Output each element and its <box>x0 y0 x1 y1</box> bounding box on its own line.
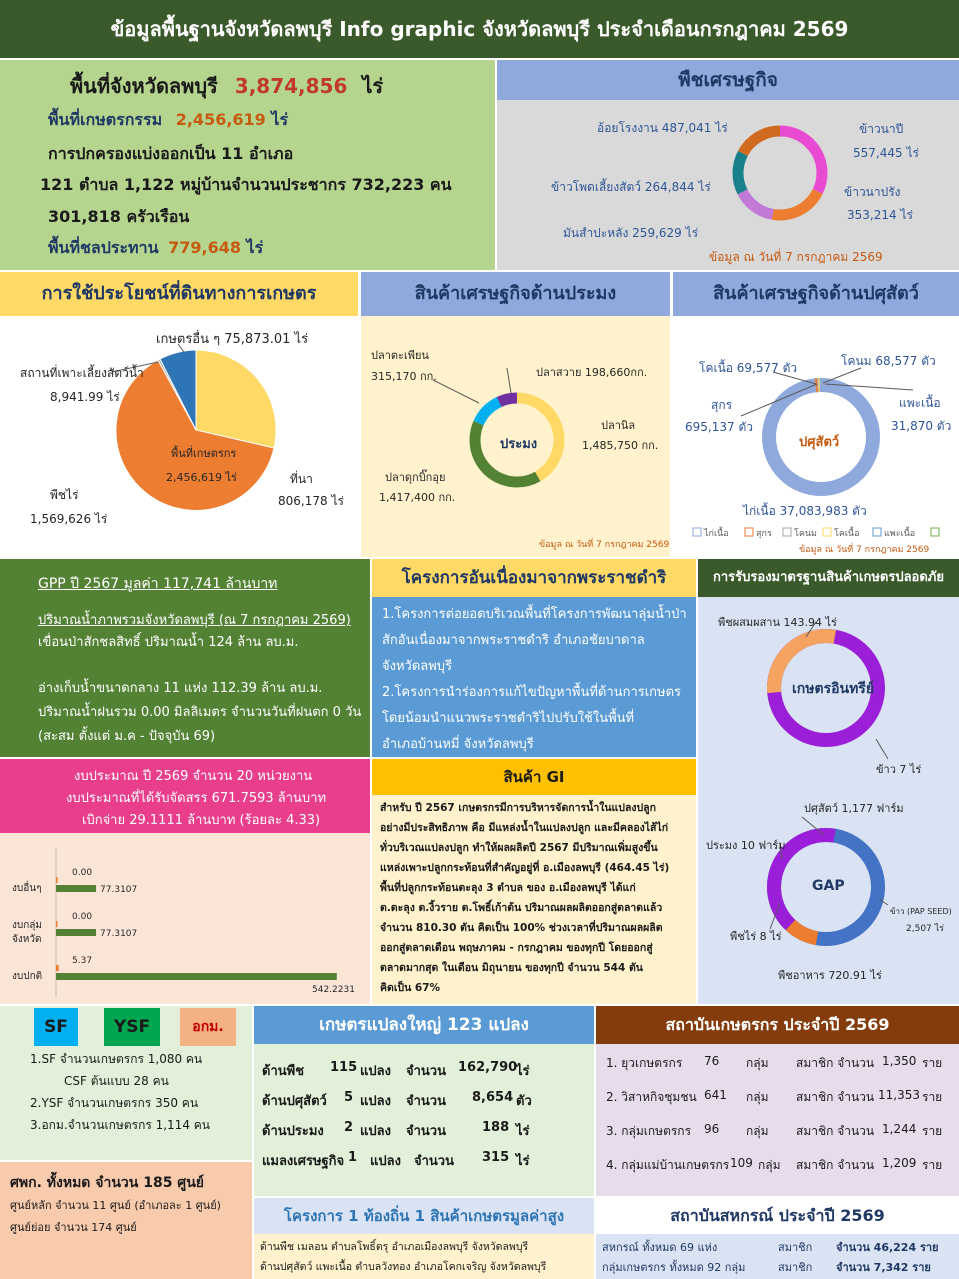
bigfarm-row-livestock-value: 8,654 <box>472 1090 514 1105</box>
livestock-panel <box>673 272 959 557</box>
crops-label-rice-main-name: ข้าวนาปี <box>859 122 904 136</box>
bigfarm-row-livestock-label: จำนวน <box>406 1094 446 1109</box>
inst-row-group-u: ราย <box>922 1124 943 1138</box>
livestock-label-pig-1: สุกร <box>711 398 733 412</box>
centers-sub: ศูนย์ย่อย จำนวน 174 ศูนย์ <box>10 1221 137 1234</box>
inst-row-housewife-u: ราย <box>922 1158 943 1172</box>
livestock-label-dairy: โคนม 68,577 ตัว <box>841 354 936 368</box>
livestock-label-goat-2: 31,870 ตัว <box>891 419 952 433</box>
livestock-label-goat-1: แพะเนื้อ <box>899 396 941 410</box>
bigfarm-row-fish-type: ด้านประมง <box>262 1124 324 1139</box>
organic-center: เกษตรอินทรีย์ <box>792 681 875 697</box>
inst-row-enterprise-m: สมาชิก จำนวน <box>796 1090 875 1104</box>
budget-label-allocated-regular: 542.2231 <box>312 985 355 995</box>
one-tambon-panel <box>254 1198 594 1279</box>
fishery-panel <box>361 272 670 557</box>
ag-area-label: พื้นที่เกษตรกรรม <box>48 110 163 129</box>
inst-row-housewife-name: 4. กลุ่มแม่บ้านเกษตรกร <box>606 1158 730 1172</box>
gi-line-2: อย่างมีประสิทธิภาพ คือ มีแหล่งน้ำในแปลงปลูก และมีคลองไส้ไก่ <box>380 822 669 834</box>
coop-line-2-a: กลุ่มเกษตรกร ทั้งหมด 92 กลุ่ม <box>602 1261 746 1274</box>
gi-line-9: ตลาดมากสุด ในเดือน มิถุนายน ของทุกปี จำนวน 544 ตัน <box>380 962 643 974</box>
inst-row-enterprise-u: ราย <box>922 1090 943 1104</box>
household-line: 301,818 ครัวเรือน <box>48 207 190 226</box>
bigfarm-row-crop-type: ด้านพืช <box>262 1064 305 1079</box>
population-line: 121 ตำบล 1,122 หมู่บ้านจำนวนประชากร 732,223 คน <box>40 175 452 194</box>
fishery-label-tilapia-2: 1,485,750 กก. <box>582 439 659 452</box>
inst-row-enterprise-n: 11,353 <box>878 1088 920 1102</box>
crops-heading: พืชเศรษฐกิจ <box>497 60 959 100</box>
bigfarm-row-fish-unit1: แปลง <box>360 1124 391 1139</box>
legend-swatch-chicken <box>693 528 701 536</box>
province-area-panel <box>0 60 495 270</box>
bigfarm-row-crop-label: จำนวน <box>406 1064 446 1079</box>
inst-row-group-count: 96 <box>704 1122 720 1136</box>
onetambon-heading: โครงการ 1 ท้องถิ่น 1 สินค้าเกษตรมูลค่าสูง <box>254 1198 594 1234</box>
rain-line: ปริมาณน้ำฝนรวม 0.00 มิลลิเมตร จำนวนวันที่ฝนตก 0 วัน <box>38 705 362 720</box>
inst-row-enterprise-g: กลุ่ม <box>746 1090 769 1104</box>
bigfarm-row-insect-count: 1 <box>348 1150 358 1165</box>
landuse-label-aqua-2: 8,941.99 ไร่ <box>50 390 120 404</box>
budget-bar-allocated-other <box>56 885 96 892</box>
budget-category-group-2: จังหวัด <box>12 934 42 945</box>
fishery-label-tilapia-1: ปลานิล <box>601 419 636 432</box>
fishery-center: ประมง <box>500 437 538 452</box>
area-unit: ไร่ <box>362 74 384 98</box>
sf-tag: SF <box>34 1008 78 1046</box>
legend-swatch-pig <box>745 528 753 536</box>
legend-swatch-dairy <box>783 528 791 536</box>
crops-donut <box>738 131 822 215</box>
budget-bar-allocated-group <box>56 929 96 936</box>
irrigation-label: พื้นที่ชลประทาน <box>48 238 159 257</box>
gi-line-1: สำหรับ ปี 2567 เกษตรกรมีการบริหารจัดการน้ำในแปลงปลูก <box>380 802 656 814</box>
landuse-label-field: พืชไร่ <box>50 488 79 502</box>
cooperatives-panel <box>596 1198 959 1279</box>
legend-label-dairy: โคนม <box>794 529 817 539</box>
budget-category-group-1: งบกลุ่ม <box>12 920 43 931</box>
gi-line-8: ออกสู่ตลาดเดือน พฤษภาคม - กรกฎาคม ของทุกปี โดยออกสู่ <box>380 942 653 954</box>
gap-label-field: พืชไร่ 8 ไร่ <box>730 930 782 943</box>
ysf-tag: YSF <box>104 1008 160 1046</box>
gi-line-4: แหล่งเพาะปลูกกระท้อนที่สำคัญอยู่ที่ อ.เมืองลพบุรี (464.45 ไร่) <box>380 862 670 874</box>
fishery-heading: สินค้าเศรษฐกิจด้านประมง <box>361 272 670 316</box>
legend-label-chicken: ไก่เนื้อ <box>704 529 729 539</box>
organic-label-rice: ข้าว 7 ไร่ <box>876 763 922 776</box>
inst-row-youth-u: ราย <box>922 1056 943 1070</box>
landuse-center-2: 2,456,619 ไร่ <box>166 471 237 484</box>
fishery-note: ข้อมูล ณ วันที่ 7 กรกฎาคม 2569 <box>539 540 670 550</box>
sf-line-2: CSF ต้นแบบ 28 คน <box>64 1074 169 1088</box>
gi-panel <box>372 759 696 1004</box>
budget-line-2: งบประมาณที่ได้รับจัดสรร 671.7593 ล้านบาท <box>66 791 327 806</box>
gi-line-5: พื้นที่ปลูกกระท้อนตะลุง 3 ตำบล ของ อ.เมืองลพบุรี ได้แก่ <box>380 882 636 894</box>
inst-row-group-n: 1,244 <box>882 1122 917 1136</box>
bigfarm-row-crop-unit1: แปลง <box>360 1064 391 1079</box>
ag-area-unit: ไร่ <box>271 110 289 129</box>
livestock-label-chicken: ไก่เนื้อ 37,083,983 ตัว <box>743 504 867 518</box>
onetambon-line-2: ด้านปศุสัตว์ แพะเนื้อ ตำบลวังทอง อำเภอโคกเจริญ จังหวัดลพบุรี <box>260 1261 547 1273</box>
landuse-label-paddy-val: 806,178 ไร่ <box>278 494 344 508</box>
gi-line-7: จำนวน 810.30 ตัน คิดเป็น 100% ช่วงเวลาที่ปริมาณผลผลิต <box>380 922 663 934</box>
district-line: การปกครองแบ่งออกเป็น 11 อำเภอ <box>48 144 294 163</box>
ag-area-value: 2,456,619 <box>175 110 266 129</box>
fishery-label-swai: ปลาสวาย 198,660กก. <box>536 366 648 379</box>
gap-label-fish: ประมง 10 ฟาร์ม <box>706 839 786 852</box>
budget-label-spent-other: 0.00 <box>72 868 93 878</box>
area-total: 3,874,856 <box>234 74 348 98</box>
page-title: ข้อมูลพื้นฐานจังหวัดลพบุรี Info graphic จังหวัดลพบุรี ประจำเดือนกรกฎาคม 2569 <box>0 0 959 58</box>
landuse-label-paddy: ที่นา <box>290 472 313 486</box>
royal-line-6: อำเภอบ้านหมี่ จังหวัดลพบุรี <box>382 737 534 752</box>
organic-label-mixed: พืชผสมผสาน 143.94 ไร่ <box>718 616 837 629</box>
royal-line-4: 2.โครงการนำร่องการแก้ไขปัญหาพื้นที่ด้านการเกษตร <box>382 685 682 700</box>
bigfarm-row-livestock-unit1: แปลง <box>360 1094 391 1109</box>
fishery-label-catfish-2: 1,417,400 กก. <box>379 491 456 504</box>
fishery-label-catfish-1: ปลาดุกบิ๊กอุย <box>385 471 446 484</box>
gi-line-10: คิดเป็น 67% <box>380 982 441 994</box>
budget-bar-chart <box>0 833 370 1004</box>
sf-line-3: 2.YSF จำนวนเกษตรกร 350 คน <box>30 1096 199 1110</box>
inst-row-enterprise-count: 641 <box>704 1088 727 1102</box>
smart-farmer-panel <box>0 1006 252 1160</box>
reservoir-line: อ่างเก็บน้ำขนาดกลาง 11 แห่ง 112.39 ล้าน ลบ.ม. <box>38 681 323 696</box>
landuse-heading: การใช้ประโยชน์ที่ดินทางการเกษตร <box>0 272 358 316</box>
fishery-leader-swai <box>507 368 511 393</box>
area-heading <box>70 70 383 102</box>
inst-row-group-m: สมาชิก จำนวน <box>796 1124 875 1138</box>
livestock-heading: สินค้าเศรษฐกิจด้านปศุสัตว์ <box>673 272 959 316</box>
royal-line-2: สักอันเนื่องมาจากพระราชดำริ อำเภอชัยบาดาล <box>382 633 645 648</box>
royal-heading: โครงการอันเนื่องมาจากพระราชดำริ <box>372 559 696 597</box>
crops-label-cassava: มันสำปะหลัง 259,629 ไร่ <box>563 226 699 240</box>
crops-label-corn: ข้าวโพดเลี้ยงสัตว์ 264,844 ไร่ <box>551 180 711 194</box>
economic-crops-panel <box>497 60 959 270</box>
bigfarm-row-livestock-type: ด้านปศุสัตว์ <box>262 1094 327 1109</box>
om-tag: อกม. <box>180 1008 236 1046</box>
bigfarm-row-crop-value: 162,790 <box>458 1060 518 1075</box>
budget-label-spent-regular: 5.37 <box>72 956 93 966</box>
bigfarm-row-livestock-count: 5 <box>344 1090 354 1105</box>
inst-row-group-name: 3. กลุ่มเกษตรกร <box>606 1124 692 1138</box>
landuse-center-1: พื้นที่เกษตรกร <box>171 447 237 460</box>
budget-bar-spent-other <box>56 877 58 883</box>
gap-label-livestock: ปศุสัตว์ 1,177 ฟาร์ม <box>804 802 904 815</box>
bigfarm-row-fish-value: 188 <box>482 1120 510 1135</box>
water-title: ปริมาณน้ำภาพรวมจังหวัดลพบุรี (ณ 7 กรกฎาคม 2569) <box>38 613 351 628</box>
sf-line-4: 3.อกม.จำนวนเกษตรกร 1,114 คน <box>30 1118 210 1132</box>
institutions-heading: สถาบันเกษตรกร ประจำปี 2569 <box>596 1006 959 1044</box>
gi-line-6: ต.ตะลุง ต.งิ้วราย ต.โพธิ์เก้าต้น ปริมาณผลผลิตออกสู่ตลาดแล้ว <box>380 902 663 914</box>
legend-swatch-beef <box>823 528 831 536</box>
bigfarm-row-crop-unit2: ไร่ <box>516 1064 530 1079</box>
gap-center: GAP <box>812 878 845 894</box>
livestock-note: ข้อมูล ณ วันที่ 7 กรกฎาคม 2569 <box>799 545 930 555</box>
budget-bar-spent-regular <box>56 965 59 971</box>
centers-title: ศพก. ทั้งหมด จำนวน 185 ศูนย์ <box>10 1175 204 1191</box>
budget-panel <box>0 759 370 1004</box>
ag-area-line <box>48 108 288 133</box>
crops-label-rice-main-val: 557,445 ไร่ <box>853 146 919 160</box>
legend-label-beef: โคเนื้อ <box>834 529 860 539</box>
inst-row-housewife-count: 109 <box>730 1156 753 1170</box>
learning-centers-panel <box>0 1162 252 1279</box>
legend-label-goat: แพะเนื้อ <box>884 529 916 539</box>
landuse-label-field-val: 1,569,626 ไร่ <box>30 512 108 526</box>
inst-row-housewife-n: 1,209 <box>882 1156 917 1170</box>
bigfarm-row-insect-label: จำนวน <box>414 1154 454 1169</box>
crops-label-rice-off-name: ข้าวนาปรัง <box>844 185 901 199</box>
bigfarm-row-crop-count: 115 <box>330 1060 358 1075</box>
budget-bar-spent-group <box>56 921 58 927</box>
royal-line-5: โดยน้อมนำแนวพระราชดำริไปปรับใช้ในพื้นที่ <box>382 711 635 726</box>
bigfarm-row-insect-type: แมลงเศรษฐกิจ <box>262 1154 345 1169</box>
bigfarm-row-insect-unit1: แปลง <box>370 1154 401 1169</box>
rain-note: (สะสม ตั้งแต่ ม.ค - ปัจจุบัน 69) <box>38 729 216 744</box>
livestock-label-pig-2: 695,137 ตัว <box>685 420 753 434</box>
budget-label-allocated-group: 77.3107 <box>100 929 138 939</box>
bigfarm-row-insect-unit2: ไร่ <box>516 1154 530 1169</box>
fishery-label-tapien-2: 315,170 กก. <box>371 370 437 383</box>
dam-line: เขื่อนป่าสักชลสิทธิ์ ปริมาณน้ำ 124 ล้าน ลบ.ม. <box>38 635 299 650</box>
landuse-label-other: เกษตรอื่น ๆ 75,873.01 ไร่ <box>156 332 309 347</box>
budget-label-spent-group: 0.00 <box>72 912 93 922</box>
bigfarm-row-fish-label: จำนวน <box>406 1124 446 1139</box>
inst-row-youth-name: 1. ยุวเกษตรกร <box>606 1056 683 1070</box>
area-heading-label: พื้นที่จังหวัดลพบุรี <box>70 74 218 98</box>
gi-heading: สินค้า GI <box>372 759 696 795</box>
gi-line-3: ทั่วบริเวณแปลงปลูก ทำให้ผลผลิตปี 2567 มีปริมาณเพิ่มสูงขึ้น <box>380 842 658 854</box>
budget-line-1: งบประมาณ ปี 2569 จำนวน 20 หน่วยงาน <box>74 769 313 784</box>
inst-row-housewife-g: กลุ่ม <box>758 1158 781 1172</box>
legend-swatch-extra <box>931 528 939 536</box>
budget-bar-allocated-regular <box>56 973 337 980</box>
crops-note: ข้อมูล ณ วันที่ 7 กรกฎาคม 2569 <box>709 250 883 264</box>
coop-line-2-b: สมาชิก <box>778 1261 813 1274</box>
gap-label-rice-1: ข้าว (PAP SEED) <box>890 907 952 916</box>
large-plot-panel <box>254 1006 594 1196</box>
irrigation-unit: ไร่ <box>246 238 264 257</box>
standards-heading: การรับรองมาตรฐานสินค้าเกษตรปลอดภัย <box>698 559 959 597</box>
fishery-label-tapien-1: ปลาตะเพียน <box>371 349 429 362</box>
safety-standards-panel <box>698 559 959 1004</box>
inst-row-group-g: กลุ่ม <box>746 1124 769 1138</box>
bigfarm-row-insect-value: 315 <box>482 1150 510 1165</box>
bigfarm-heading: เกษตรแปลงใหญ่ 123 แปลง <box>254 1006 594 1044</box>
gpp-title: GPP ปี 2567 มูลค่า 117,741 ล้านบาท <box>38 576 278 592</box>
bigfarm-row-fish-count: 2 <box>344 1120 354 1135</box>
livestock-center: ปศุสัตว์ <box>799 435 840 450</box>
budget-label-allocated-other: 77.3107 <box>100 885 138 895</box>
inst-row-enterprise-name: 2. วิสาหกิจชุมชน <box>606 1090 697 1104</box>
gap-label-rice-2: 2,507 ไร่ <box>906 924 944 934</box>
budget-header <box>0 759 370 833</box>
gpp-water-panel <box>0 559 370 757</box>
livestock-label-beef: โคเนื้อ 69,577 ตัว <box>699 361 798 375</box>
coop-heading: สถาบันสหกรณ์ ประจำปี 2569 <box>596 1198 959 1234</box>
budget-category-other: งบอื่นๆ <box>12 883 42 894</box>
inst-row-youth-m: สมาชิก จำนวน <box>796 1056 875 1070</box>
budget-category-regular: งบปกติ <box>12 971 43 982</box>
legend-swatch-goat <box>873 528 881 536</box>
coop-line-1-c: จำนวน 46,224 ราย <box>836 1241 939 1254</box>
centers-main: ศูนย์หลัก จำนวน 11 ศูนย์ (อำเภอละ 1 ศูนย์) <box>10 1199 221 1212</box>
landuse-panel <box>0 272 358 557</box>
coop-line-2-c: จำนวน 7,342 ราย <box>836 1261 931 1274</box>
royal-line-3: จังหวัดลพบุรี <box>382 659 453 674</box>
irrigation-value: 779,648 <box>168 238 241 257</box>
onetambon-line-1: ด้านพืช เมลอน ตำบลโพธิ์ตรุ อำเภอเมืองลพบุรี จังหวัดลพบุรี <box>260 1241 529 1253</box>
royal-projects-panel <box>372 559 696 757</box>
coop-line-1-a: สหกรณ์ ทั้งหมด 69 แห่ง <box>602 1241 718 1254</box>
gap-label-food: พืชอาหาร 720.91 ไร่ <box>778 969 882 982</box>
fishery-leader-tapien <box>433 380 479 403</box>
inst-row-youth-count: 76 <box>704 1054 720 1068</box>
coop-line-1-b: สมาชิก <box>778 1241 813 1254</box>
budget-line-3: เบิกจ่าย 29.1111 ล้านบาท (ร้อยละ 4.33) <box>82 813 321 828</box>
royal-line-1: 1.โครงการต่อยอดบริเวณพื้นที่โครงการพัฒนาลุ่มน้ำป่า <box>382 607 687 622</box>
fishery-donut-chart <box>361 272 670 557</box>
sf-line-1: 1.SF จำนวนเกษตรกร 1,080 คน <box>30 1052 203 1066</box>
crops-label-cane: อ้อยโรงงาน 487,041 ไร่ <box>597 121 728 135</box>
organic-leader-rice <box>876 739 888 759</box>
inst-row-housewife-m: สมาชิก จำนวน <box>796 1158 875 1172</box>
landuse-label-aqua-1: สถานที่เพาะเลี้ยงสัตว์น้ำ <box>20 366 144 380</box>
bigfarm-row-fish-unit2: ไร่ <box>516 1124 530 1139</box>
irrigation-line <box>48 236 263 261</box>
bigfarm-row-livestock-unit2: ตัว <box>516 1094 532 1109</box>
legend-label-pig: สุกร <box>756 529 772 539</box>
inst-row-youth-g: กลุ่ม <box>746 1056 769 1070</box>
farmer-institutions-panel <box>596 1006 959 1196</box>
crops-label-rice-off-val: 353,214 ไร่ <box>847 208 913 222</box>
inst-row-youth-n: 1,350 <box>882 1054 917 1068</box>
